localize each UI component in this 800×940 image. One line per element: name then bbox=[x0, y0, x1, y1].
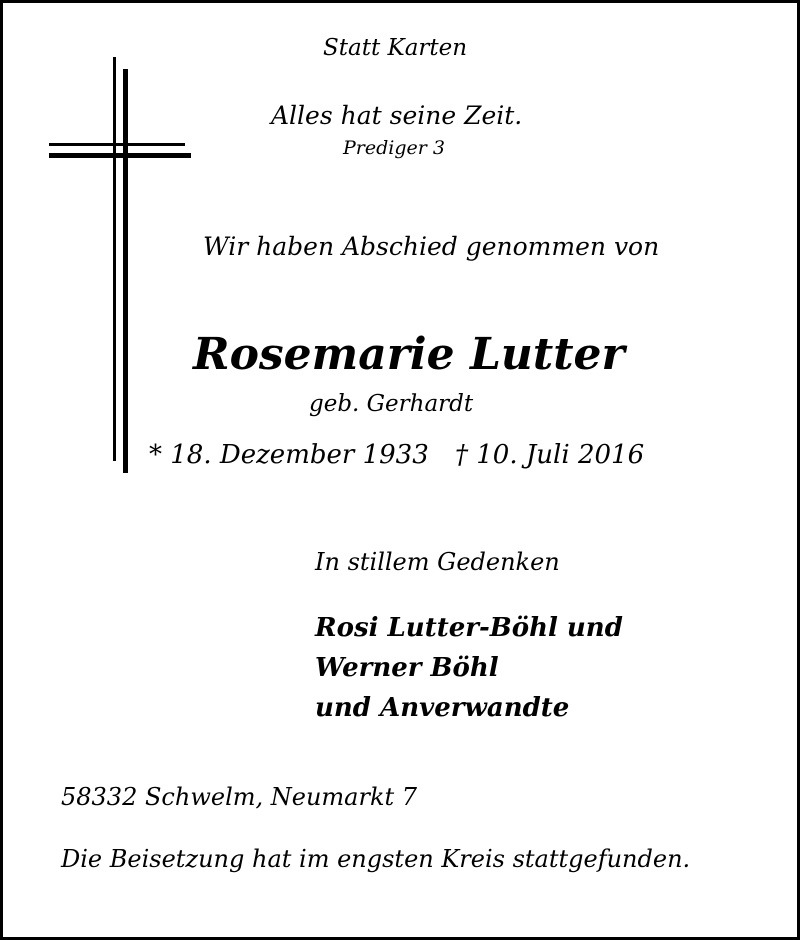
birth-date: * 18. Dezember 1933 bbox=[149, 440, 429, 470]
death-date: † 10. Juli 2016 bbox=[455, 440, 645, 470]
intro-text: Wir haben Abschied genommen von bbox=[203, 232, 660, 261]
mourner-name: und Anverwandte bbox=[315, 693, 570, 723]
quote: Alles hat seine Zeit. bbox=[271, 101, 523, 130]
burial-note: Die Beisetzung hat im engsten Kreis stattgefunden. bbox=[61, 845, 691, 873]
quote-source: Prediger 3 bbox=[343, 137, 445, 159]
statt-karten: Statt Karten bbox=[323, 35, 468, 61]
deceased-name: Rosemarie Lutter bbox=[193, 329, 625, 380]
address: 58332 Schwelm, Neumarkt 7 bbox=[61, 783, 418, 811]
mourner-name: Werner Böhl bbox=[315, 653, 499, 683]
cross-icon bbox=[47, 57, 193, 477]
mourners-intro: In stillem Gedenken bbox=[315, 548, 560, 576]
maiden-name: geb. Gerhardt bbox=[309, 391, 474, 417]
mourner-name: Rosi Lutter-Böhl und bbox=[315, 613, 623, 643]
